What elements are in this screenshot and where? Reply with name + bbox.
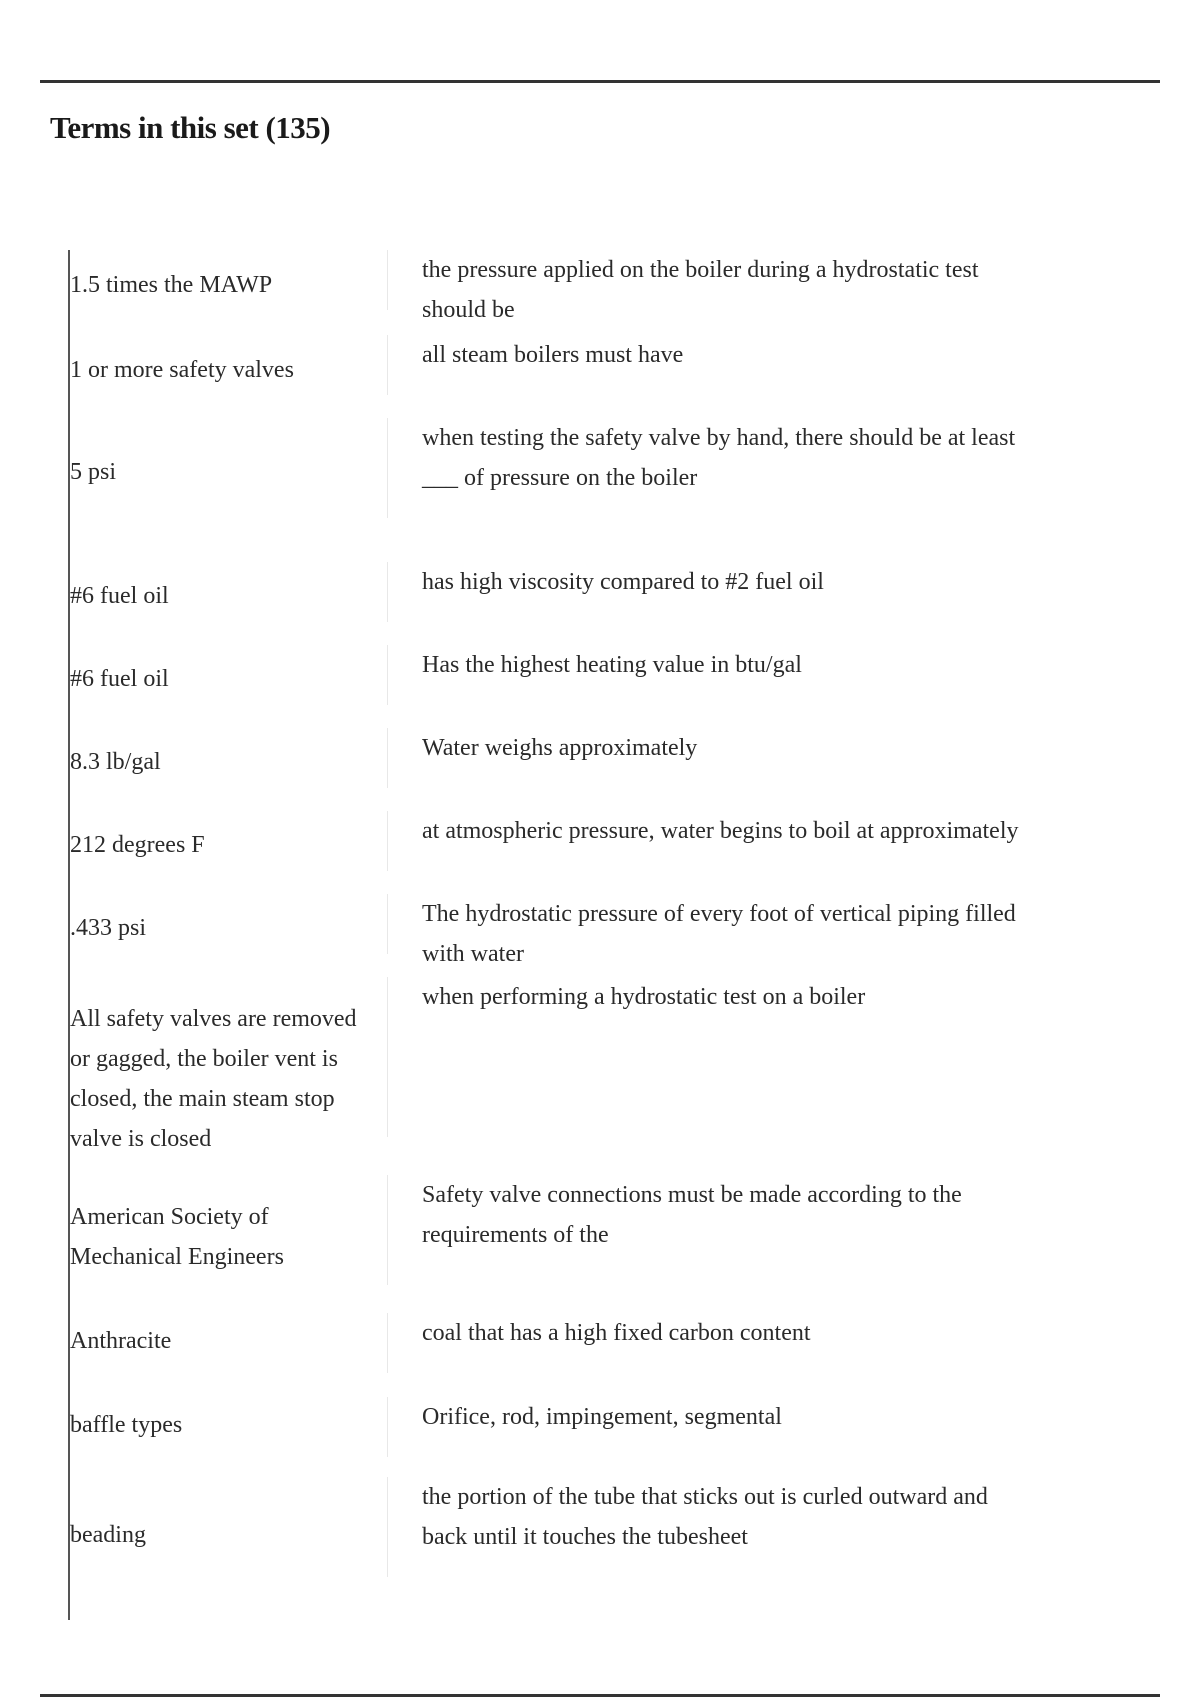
term-definition: Water weighs approximately [422, 735, 698, 761]
term-definition: Orifice, rod, impingement, segmental [422, 1404, 782, 1430]
term-word: #6 fuel oil [70, 666, 169, 692]
term-word: All safety valves are removed or gagged, the boiler vent is closed, the main steam stop valve is closed [70, 1006, 357, 1152]
bottom-divider [40, 1694, 1160, 1697]
row-divider [387, 645, 388, 705]
top-divider [40, 80, 1160, 83]
row-divider [387, 250, 388, 310]
term-word: 212 degrees F [70, 832, 205, 858]
term-definition: the pressure applied on the boiler during a hydrostatic test should be [422, 257, 979, 323]
term-row [70, 1175, 1070, 1295]
row-divider [387, 562, 388, 622]
term-word: 1 or more safety valves [70, 357, 294, 383]
term-row [70, 418, 1070, 528]
row-divider [387, 1397, 388, 1457]
row-divider [387, 977, 388, 1137]
term-definition: the portion of the tube that sticks out is curled outward and back until it touches the tubesheet [422, 1484, 988, 1550]
row-divider [387, 894, 388, 954]
term-row [70, 562, 1070, 632]
term-definition: coal that has a high fixed carbon content [422, 1320, 811, 1346]
term-row [70, 335, 1070, 405]
row-divider [387, 335, 388, 395]
term-row [70, 894, 1070, 967]
term-row [70, 1477, 1070, 1587]
row-divider [387, 1175, 388, 1285]
term-word: 1.5 times the MAWP [70, 272, 273, 298]
term-definition: at atmospheric pressure, water begins to boil at approximately [422, 818, 1019, 844]
term-row [70, 1397, 1070, 1467]
term-row [70, 1313, 1070, 1383]
term-word: 8.3 lb/gal [70, 749, 161, 775]
terms-list [68, 250, 1070, 1620]
term-definition: Safety valve connections must be made according to the requirements of the [422, 1182, 962, 1248]
term-word: beading [70, 1522, 146, 1548]
term-word: .433 psi [70, 915, 147, 941]
term-definition: The hydrostatic pressure of every foot of vertical piping filled with water [422, 901, 1016, 967]
term-row [70, 728, 1070, 798]
term-word: Anthracite [70, 1328, 172, 1354]
term-word: American Society of Mechanical Engineers [70, 1204, 284, 1270]
term-row [70, 250, 1070, 323]
term-word: #6 fuel oil [70, 583, 169, 609]
row-divider [387, 1477, 388, 1577]
row-divider [387, 418, 388, 518]
set-heading: Terms in this set (135) [50, 110, 331, 145]
row-divider [387, 811, 388, 871]
term-word: 5 psi [70, 459, 117, 485]
term-word: baffle types [70, 1412, 183, 1438]
term-definition: when testing the safety valve by hand, there should be at least ___ of pressure on the boiler [422, 425, 1016, 491]
term-definition: when performing a hydrostatic test on a boiler [422, 984, 866, 1010]
term-row [70, 645, 1070, 715]
term-definition: Has the highest heating value in btu/gal [422, 652, 802, 678]
term-definition: all steam boilers must have [422, 342, 684, 368]
term-row [70, 977, 1070, 1152]
term-definition: has high viscosity compared to #2 fuel oil [422, 569, 824, 595]
term-row [70, 811, 1070, 881]
row-divider [387, 728, 388, 788]
row-divider [387, 1313, 388, 1373]
